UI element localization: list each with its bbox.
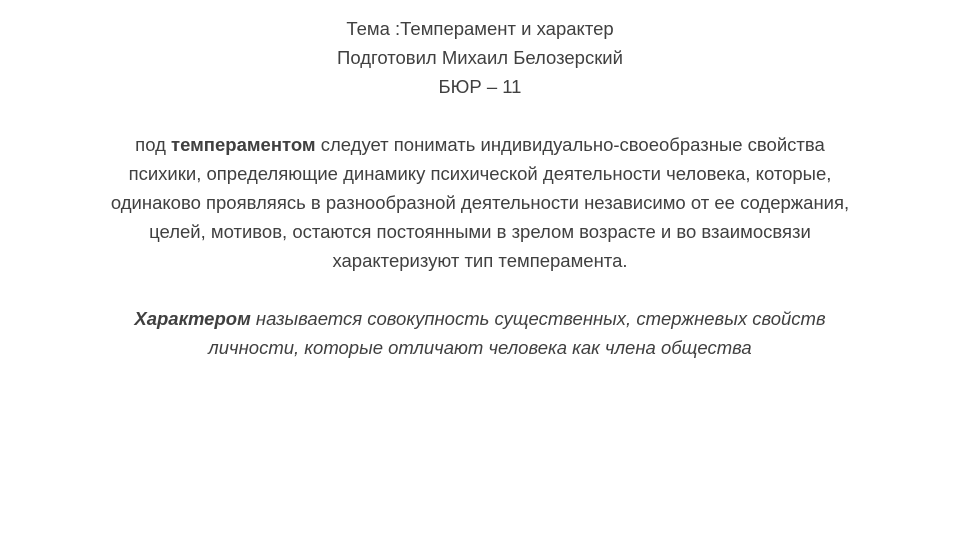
character-paragraph (110, 304, 850, 362)
topic-title: Тема :Темперамент и характер (346, 18, 614, 39)
temperament-paragraph (110, 130, 850, 275)
blank-line (110, 275, 850, 304)
temperament-definition: следует понимать индивидуально-своеобразные свойства психики, определяющие динамику психической деятельности человека, которые, одинаково проявляясь в разнообразной деятельности независимо от ее содержания, целей, мотивов, остаются постоянными в зрелом возрасте и во взаимосвязи характеризуют тип темперамента. (110, 134, 850, 271)
character-definition: называется совокупность существенных, стержневых свойств личности, которые отличают человека как члена общества (208, 308, 826, 358)
character-term: Характером (134, 308, 251, 329)
group-line: БЮР – 11 (438, 76, 522, 97)
blank-line (110, 101, 850, 130)
author-line: Подготовил Михаил Белозерский (337, 47, 623, 68)
temperament-term: темпераментом (171, 134, 316, 155)
slide-text-box (110, 14, 850, 362)
temperament-prefix: под (135, 134, 172, 155)
